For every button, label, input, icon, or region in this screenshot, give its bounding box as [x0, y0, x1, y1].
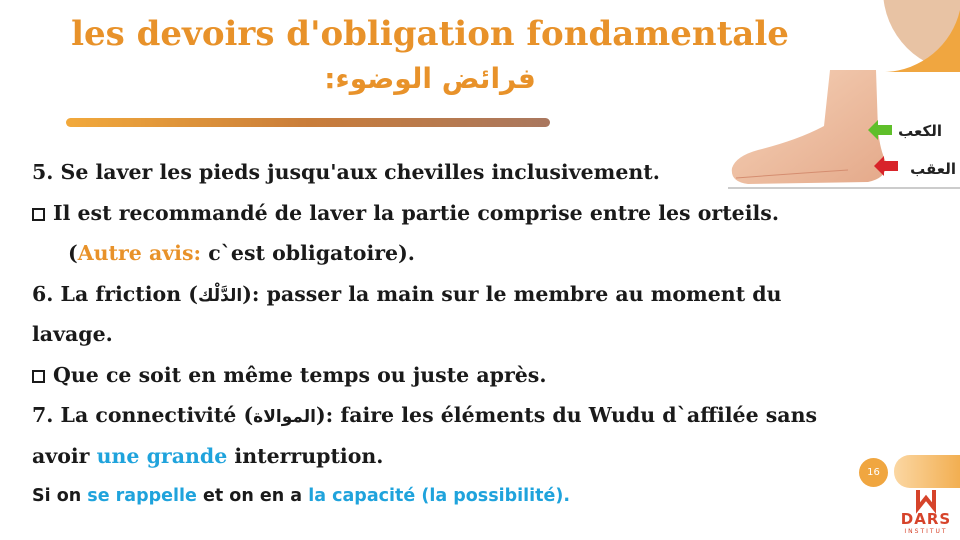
other-opinion-label: Autre avis: [77, 241, 202, 265]
line-7: 7. La connectivité (الموالاة): faire les éléments du Wudu d`affilée sans [32, 403, 818, 427]
checkbox-bullet-icon [32, 208, 45, 221]
title-underline [66, 118, 550, 127]
logo-subtext: INSTITUT [904, 528, 948, 535]
line-2: Il est recommandé de laver la partie comprise entre les orteils. [32, 193, 912, 234]
line-9: Si on se rappelle et on en a la capacité (la possibilité). [32, 486, 571, 506]
slide-subtitle: فرائض الوضوء: [324, 62, 536, 95]
line-3: (Autre avis: c`est obligatoire). [68, 241, 415, 265]
corner-decoration [845, 0, 960, 72]
checkbox-bullet-icon [32, 370, 45, 383]
line-1: 5. Se laver les pieds jusqu'aux chevilles inclusivement. [32, 160, 660, 184]
logo-text: DARS [900, 510, 952, 528]
arabic-term-dalk: الدَّلْك [197, 285, 243, 306]
label-ankle: الكعب [898, 122, 942, 140]
line-6: Que ce soit en même temps ou juste après. [32, 355, 912, 396]
line-8: avoir une grande interruption. [32, 443, 384, 468]
line-4: 6. La friction (الدَّلْك): passer la main sur le membre au moment du [32, 281, 782, 306]
page-number: 16 [859, 458, 888, 487]
line-5: lavage. [32, 322, 113, 346]
arabic-term-muwalat: الموالاة [253, 407, 316, 427]
slide-title: les devoirs d'obligation fondamentale [71, 14, 789, 54]
page-tab [894, 455, 960, 488]
slide-body [32, 152, 912, 517]
label-heel: العقب [910, 160, 956, 178]
